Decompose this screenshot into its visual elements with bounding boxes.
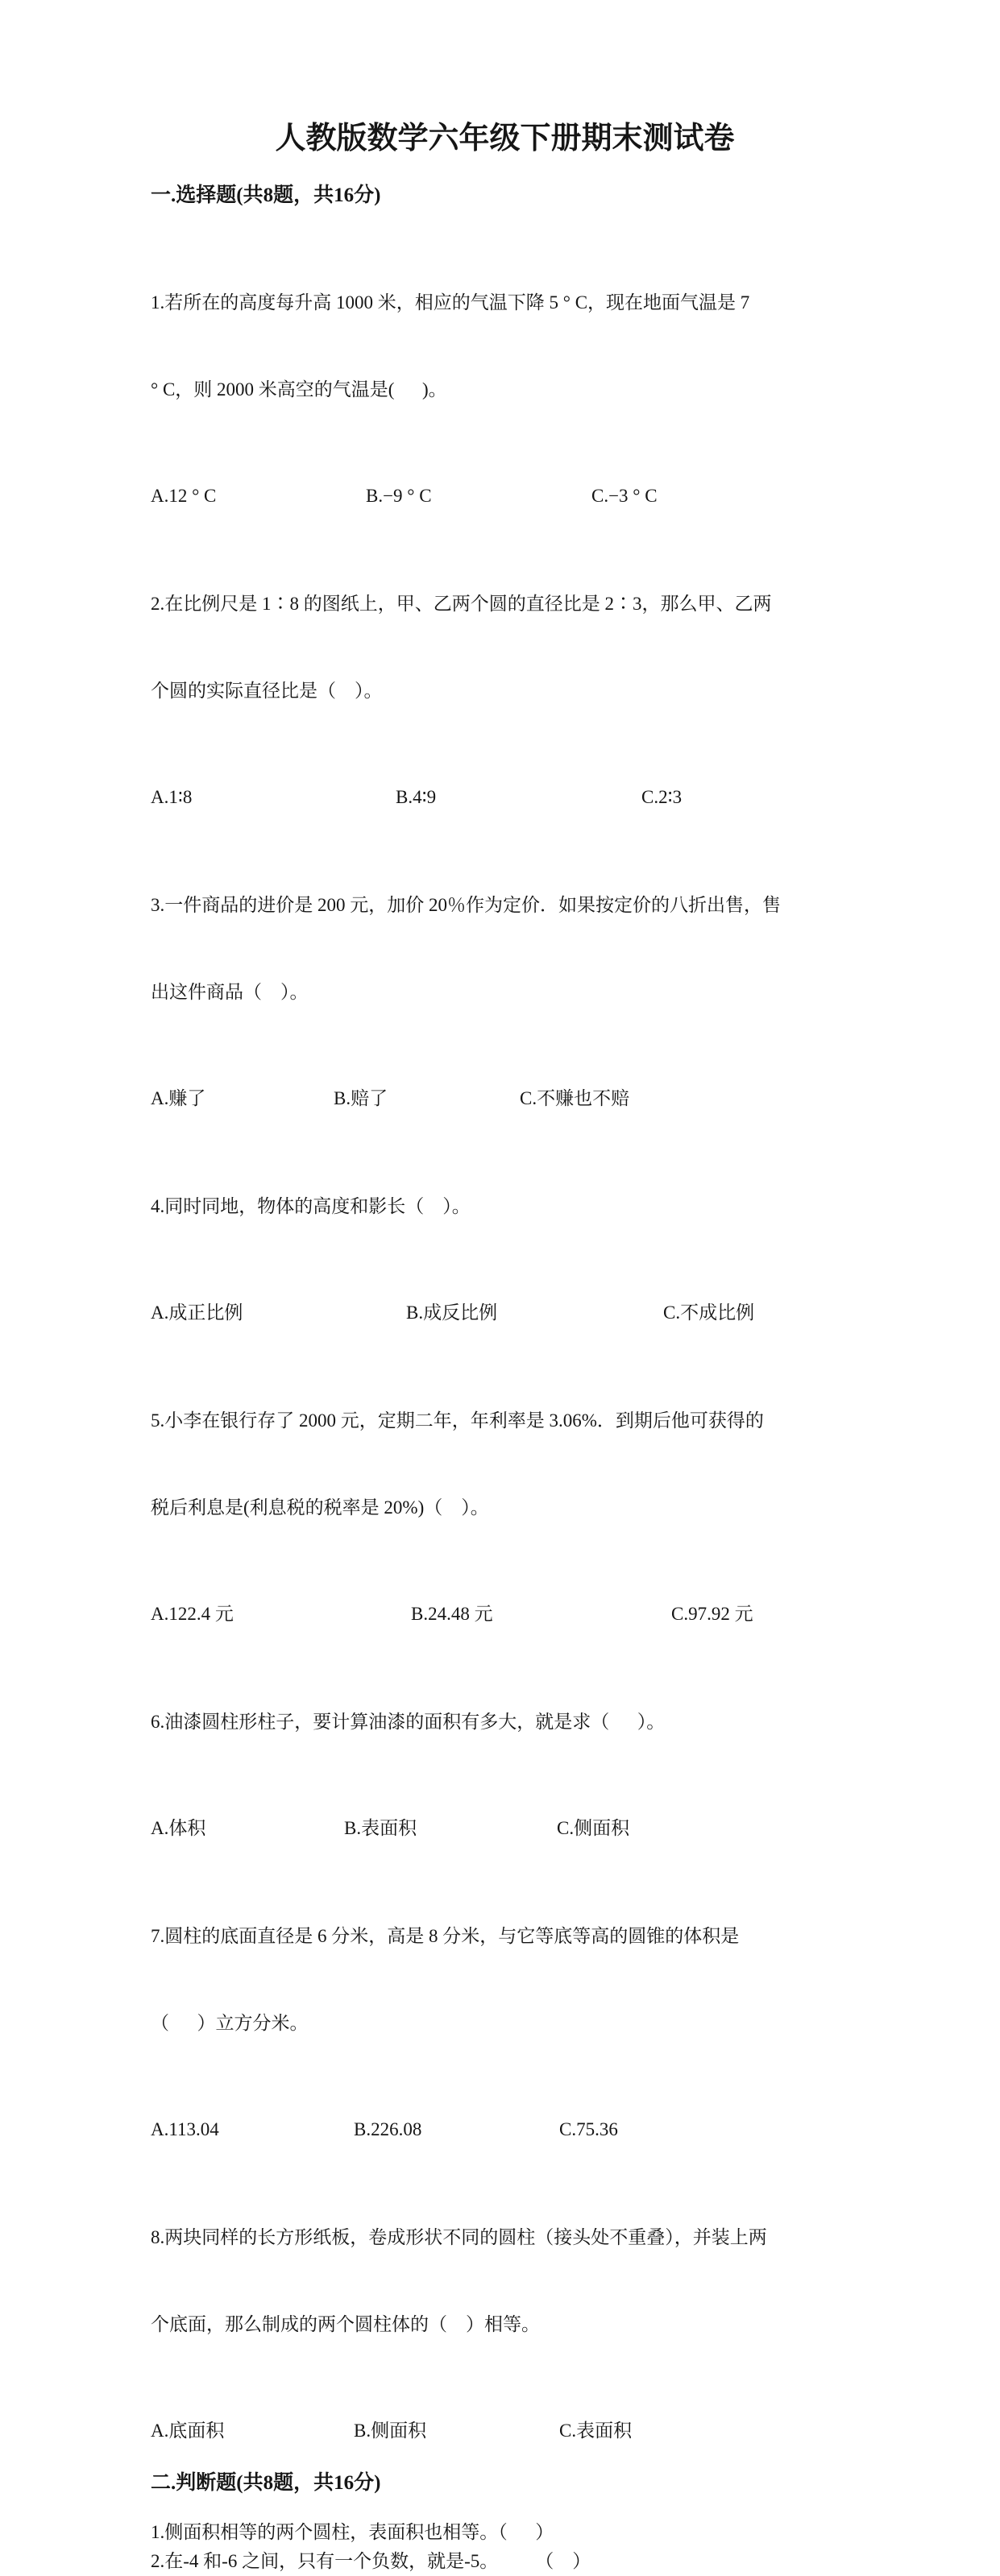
question-2-option-c: C.2∶3 bbox=[641, 787, 683, 807]
question-5 bbox=[151, 1348, 859, 1580]
question-3-option-b: B.赔了 bbox=[334, 1088, 388, 1108]
question-6-option-c: C.侧面积 bbox=[557, 1818, 630, 1838]
question-4-options bbox=[151, 1298, 859, 1327]
question-1 bbox=[151, 230, 859, 462]
question-1-line-2: ° C，则 2000 米高空的气温是( )。 bbox=[151, 379, 447, 400]
question-8-options bbox=[151, 2417, 859, 2446]
question-3-line-2: 出这件商品（ ）。 bbox=[151, 982, 309, 1002]
question-5-line-2: 税后利息是(利息税的税率是 20%)（ ）。 bbox=[151, 1497, 489, 1518]
question-6 bbox=[151, 1650, 859, 1795]
question-7-option-c: C.75.36 bbox=[559, 2119, 618, 2139]
question-8-line-2: 个底面，那么制成的两个圆柱体的（ ）相等。 bbox=[151, 2314, 540, 2334]
question-8-line-1: 8.两块同样的长方形纸板，卷成形状不同的圆柱（接头处不重叠），并装上两 bbox=[151, 2227, 767, 2247]
question-5-option-c: C.97.92 元 bbox=[671, 1604, 753, 1624]
question-6-option-b: B.表面积 bbox=[344, 1818, 417, 1838]
question-7-line-1: 7.圆柱的底面直径是 6 分米，高是 8 分米，与它等底等高的圆锥的体积是 bbox=[151, 1926, 740, 1946]
question-8-option-a: A.底面积 bbox=[151, 2421, 225, 2441]
judgment-list bbox=[151, 2518, 859, 2576]
question-8-option-c: C.表面积 bbox=[559, 2421, 633, 2441]
question-8-option-b: B.侧面积 bbox=[354, 2421, 427, 2441]
question-2-line-1: 2.在比例尺是 1∶8 的图纸上，甲、乙两个圆的直径比是 2∶3，那么甲、乙两 bbox=[151, 594, 772, 614]
question-3-option-a: A.赚了 bbox=[151, 1088, 206, 1108]
question-4-option-c: C.不成比例 bbox=[663, 1302, 755, 1323]
question-2-option-b: B.4∶9 bbox=[396, 787, 437, 807]
question-7-line-2: （ ）立方分米。 bbox=[151, 2013, 309, 2033]
question-4-line-1: 4.同时同地，物体的高度和影长（ ）。 bbox=[151, 1196, 471, 1216]
section-2-heading: 二.判断题(共8题，共16分) bbox=[151, 2472, 381, 2494]
question-8 bbox=[151, 2165, 859, 2397]
question-7-option-b: B.226.08 bbox=[354, 2119, 422, 2139]
question-7-options bbox=[151, 2115, 859, 2144]
question-3-line-1: 3.一件商品的进价是 200 元，加价 20％作为定价．如果按定价的八折出售，售 bbox=[151, 895, 781, 915]
question-4-option-b: B.成反比例 bbox=[406, 1302, 498, 1323]
question-1-option-c: C.−3 ° C bbox=[591, 486, 658, 506]
question-1-option-a: A.12 ° C bbox=[151, 486, 217, 506]
question-2-line-2: 个圆的实际直径比是（ ）。 bbox=[151, 681, 383, 701]
question-3 bbox=[151, 833, 859, 1065]
question-1-line-1: 1.若所在的高度每升高 1000 米，相应的气温下降 5 ° C，现在地面气温是 7 bbox=[151, 292, 750, 313]
question-1-options bbox=[151, 482, 859, 511]
question-5-option-a: A.122.4 元 bbox=[151, 1604, 234, 1624]
question-5-option-b: B.24.48 元 bbox=[411, 1604, 493, 1624]
question-2-options bbox=[151, 783, 859, 812]
page-title: 人教版数学六年级下册期末测试卷 bbox=[275, 122, 735, 155]
question-6-option-a: A.体积 bbox=[151, 1818, 206, 1838]
section-1-heading: 一.选择题(共8题，共16分) bbox=[151, 184, 381, 206]
question-3-option-c: C.不赚也不赔 bbox=[520, 1088, 630, 1108]
question-5-line-1: 5.小李在银行存了 2000 元，定期二年，年利率是 3.06%．到期后他可获得的 bbox=[151, 1410, 764, 1431]
question-4-option-a: A.成正比例 bbox=[151, 1302, 243, 1323]
question-2-option-a: A.1∶8 bbox=[151, 787, 193, 807]
question-4 bbox=[151, 1134, 859, 1279]
question-5-options bbox=[151, 1600, 859, 1629]
question-6-options bbox=[151, 1814, 859, 1843]
question-7-option-a: A.113.04 bbox=[151, 2119, 219, 2139]
document-content bbox=[151, 119, 859, 2576]
question-6-line-1: 6.油漆圆柱形柱子，要计算油漆的面积有多大，就是求（ ）。 bbox=[151, 1712, 666, 1732]
judgment-item-2: 2.在-4 和-6 之间，只有一个负数，就是-5。 （ ） bbox=[151, 2551, 591, 2571]
question-2 bbox=[151, 532, 859, 764]
question-1-option-b: B.−9 ° C bbox=[366, 486, 432, 506]
question-7 bbox=[151, 1864, 859, 2096]
question-3-options bbox=[151, 1084, 859, 1113]
judgment-item-1: 1.侧面积相等的两个圆柱，表面积也相等。（ ） bbox=[151, 2522, 554, 2542]
